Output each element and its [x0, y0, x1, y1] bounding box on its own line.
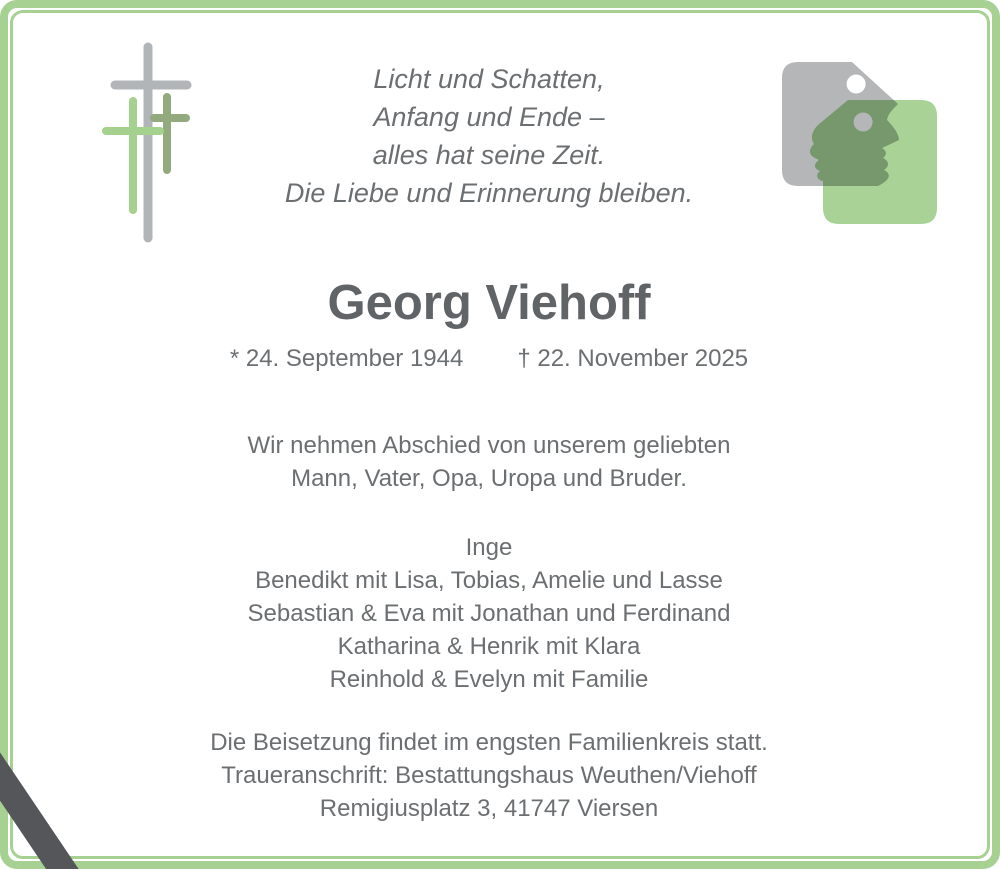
death-date: † 22. November 2025: [517, 345, 749, 372]
birth-date: * 24. September 1944: [229, 345, 464, 372]
farewell-line: Mann, Vater, Opa, Uropa und Bruder.: [291, 465, 687, 492]
farewell-line: Wir nehmen Abschied von unserem geliebten: [247, 432, 731, 459]
mourner-line: Katharina & Henrik mit Klara: [337, 633, 641, 660]
mourner-line: Sebastian & Eva mit Jonathan und Ferdinand: [247, 600, 731, 627]
memorial-quote: [0, 60, 978, 212]
mourner-line: Benedikt mit Lisa, Tobias, Amelie und Lasse: [255, 567, 723, 594]
quote-line: Licht und Schatten,: [373, 64, 605, 94]
farewell-text: [0, 429, 978, 495]
quote-line: Die Liebe und Erinnerung bleiben.: [284, 178, 694, 208]
deceased-name: Georg Viehoff: [327, 276, 651, 330]
mourner-line: Reinhold & Evelyn mit Familie: [329, 666, 649, 693]
funeral-info: [0, 726, 978, 825]
funeral-info-line: Remigiusplatz 3, 41747 Viersen: [319, 795, 659, 822]
mourner-line: Inge: [465, 534, 513, 561]
funeral-info-line: Traueranschrift: Bestattungshaus Weuthen/Viehoff: [221, 762, 757, 789]
quote-line: Anfang und Ende –: [373, 102, 605, 132]
life-dates: [0, 344, 978, 374]
mourners-list: [0, 531, 978, 696]
quote-line: alles hat seine Zeit.: [372, 140, 606, 170]
funeral-info-line: Die Beisetzung findet im engsten Familienkreis statt.: [210, 729, 768, 756]
